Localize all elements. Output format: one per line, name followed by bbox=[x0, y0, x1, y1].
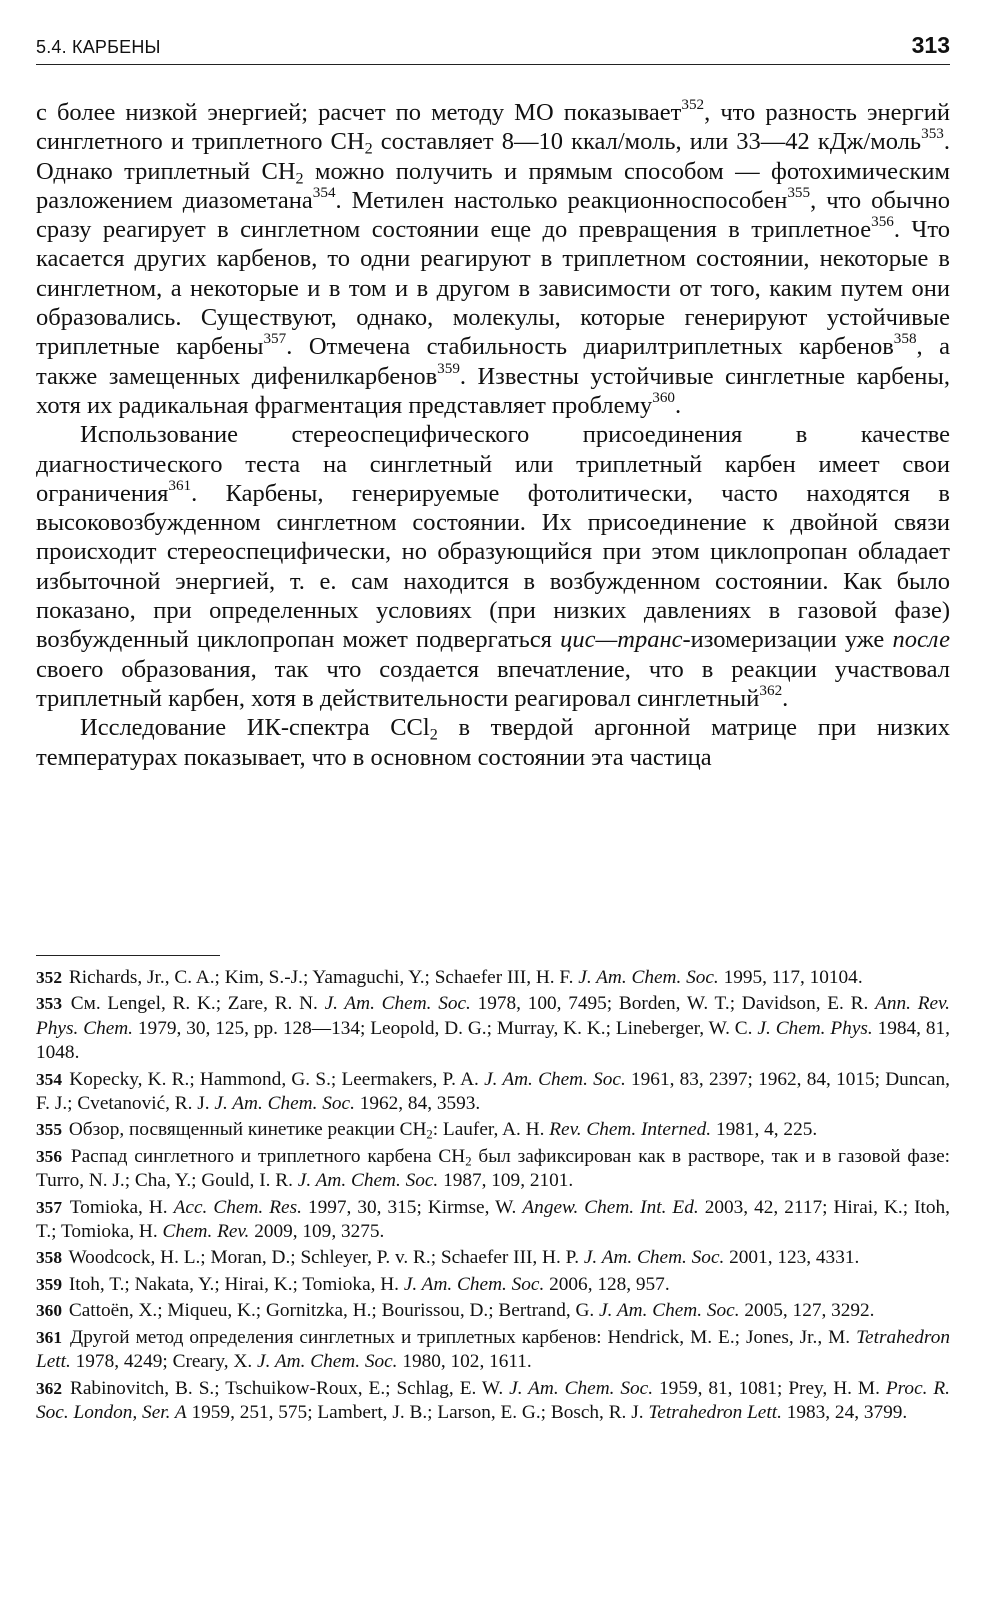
reference-mark: 353 bbox=[921, 125, 944, 143]
text: . Что касается других карбенов, то одни реагируют в триплетном состоянии, некоторые в синглетном, а некоторые и в том и в другом в зависимости от того, каким путем они образовались. Существуют, однако, молекулы, которые генерируют устойчивые триплетные карбены bbox=[36, 216, 950, 361]
text: 1959, 81, 1081; Prey, H. M. bbox=[653, 1377, 886, 1399]
footnote-number: 353 bbox=[36, 994, 63, 1014]
text: Использование стереоспецифического присоединения в качестве диагностического теста на синглетный или триплетный карбен имеет свои ограничения bbox=[36, 421, 950, 507]
text: , а также замещенных дифенилкарбенов bbox=[36, 333, 951, 390]
text: , что разность энергий синглетного и триплетного CH bbox=[36, 99, 950, 156]
footnote-357 bbox=[36, 1196, 950, 1245]
text: 1983, 24, 3799. bbox=[781, 1401, 908, 1423]
text: 2001, 123, 4331. bbox=[724, 1247, 860, 1269]
text: с более низкой энергией; расчет по методу МО показывает bbox=[36, 99, 682, 126]
text: 1978, 100, 7495; Borden, W. T.; Davidson, E. R. bbox=[470, 993, 876, 1015]
journal-title: J. Am. Chem. Soc. bbox=[324, 993, 471, 1015]
journal-title: J. Am. Chem. Soc. bbox=[484, 1068, 626, 1090]
footnote-355 bbox=[36, 1118, 950, 1142]
text: -изомеризации уже bbox=[682, 626, 893, 654]
reference-mark: 361 bbox=[168, 476, 192, 494]
journal-title: J. Am. Chem. Soc. bbox=[403, 1273, 545, 1295]
text: . bbox=[782, 684, 789, 712]
text: 2005, 127, 3292. bbox=[739, 1300, 875, 1322]
journal-title: J. Am. Chem. Soc. bbox=[583, 1247, 725, 1269]
text: в твердой аргонной матрице при низких температурах показывает, что в основном состоянии эта частица bbox=[36, 714, 951, 771]
text: Woodcock, H. L.; Moran, D.; Schleyer, P. v. R.; Schaefer III, H. P. bbox=[68, 1247, 584, 1269]
reference-mark: 355 bbox=[787, 183, 811, 201]
reference-mark: 357 bbox=[263, 330, 287, 348]
reference-mark: 358 bbox=[893, 330, 917, 348]
section-title: 5.4. КАРБЕНЫ bbox=[36, 37, 161, 57]
footnote-359 bbox=[36, 1273, 950, 1297]
journal-title: Tetrahedron Lett. bbox=[36, 1326, 950, 1373]
text: Richards, Jr., C. A.; Kim, S.-J.; Yamaguchi, Y.; Schaefer III, H. F. bbox=[68, 967, 579, 988]
text: 1979, 30, 125, pp. 128—134; Leopold, D. G.; Murray, K. K.; Lineberger, W. C. bbox=[133, 1017, 758, 1039]
text: См. Lengel, R. K.; Zare, R. N. bbox=[70, 993, 325, 1015]
text: составляет 8—10 ккал/моль, или 33—42 кДж/моль bbox=[372, 128, 922, 156]
text: 1997, 30, 315; Kirmse, W. bbox=[301, 1196, 523, 1218]
text: . bbox=[675, 391, 682, 419]
reference-mark: 362 bbox=[759, 682, 783, 700]
journal-title: J. Chem. Phys. bbox=[757, 1017, 873, 1039]
text: 2003, 42, 2117; Hirai, K.; Itoh, T.; Tomioka, H. bbox=[36, 1196, 951, 1242]
footnote-number: 359 bbox=[36, 1274, 63, 1294]
text: 1959, 251, 575; Lambert, J. B.; Larson, E. G.; Bosch, R. J. bbox=[186, 1401, 649, 1423]
text: 1995, 117, 10104. bbox=[718, 967, 863, 988]
journal-title: Proc. R. Soc. London, Ser. A bbox=[36, 1377, 951, 1423]
footnote-358 bbox=[36, 1246, 950, 1270]
journal-title: Rev. Chem. Interned. bbox=[549, 1119, 712, 1141]
text: 2006, 128, 957. bbox=[544, 1273, 670, 1295]
journal-title: J. Am. Chem. Soc. bbox=[599, 1300, 740, 1322]
subscript: 2 bbox=[295, 170, 304, 188]
text: 1980, 102, 1611. bbox=[397, 1351, 532, 1373]
text: Itoh, T.; Nakata, Y.; Hirai, K.; Tomioka, H. bbox=[68, 1273, 404, 1295]
subscript: 2 bbox=[364, 140, 373, 158]
italic-term: цис—транс bbox=[560, 626, 683, 654]
text: Распад синглетного и триплетного карбена CH bbox=[70, 1145, 466, 1167]
running-head bbox=[36, 30, 950, 65]
text: Kopecky, K. R.; Hammond, G. S.; Leermakers, P. A. bbox=[69, 1068, 485, 1090]
footnote-356 bbox=[36, 1145, 950, 1194]
footnotes bbox=[36, 966, 950, 1427]
text: своего образования, так что создается впечатление, что в реакции участвовал триплетный карбен, хотя в действительности реагировал синглетный bbox=[36, 655, 950, 712]
journal-title: Ann. Rev. Phys. Chem. bbox=[36, 993, 950, 1039]
text: Tomioka, H. bbox=[69, 1196, 174, 1218]
paragraph-2 bbox=[36, 420, 950, 713]
italic-term: после bbox=[892, 626, 950, 654]
footnote-353 bbox=[36, 992, 950, 1065]
journal-title: Angew. Chem. Int. Ed. bbox=[522, 1196, 699, 1218]
reference-mark: 360 bbox=[652, 389, 676, 407]
footnote-352 bbox=[36, 966, 950, 990]
body-text bbox=[36, 98, 950, 772]
text: . Карбены, генерируемые фотолитически, часто находятся в высоковозбужденном синглетном состоянии. Их присоединение к двойной связи происходит стереоспецифически, но образующийся при этом циклопропан обладает избыточной энергией, т. е. сам находится в возбужденном состоянии. Как было показано, при определенных условиях (при низких давлениях в газовой фазе) возбужденный циклопропан может подвергаться bbox=[36, 479, 950, 654]
footnote-number: 352 bbox=[36, 968, 63, 987]
footnote-361 bbox=[36, 1326, 950, 1375]
journal-title: J. Am. Chem. Soc. bbox=[214, 1092, 355, 1114]
paragraph-3 bbox=[36, 713, 950, 772]
journal-title: J. Am. Chem. Soc. bbox=[297, 1170, 439, 1192]
text: был зафиксирован как в растворе, так и в газовой фазе: Turro, N. J.; Cha, Y.; Gould, I. R. bbox=[36, 1145, 950, 1192]
subscript: 2 bbox=[426, 1127, 433, 1142]
footnote-number: 354 bbox=[36, 1069, 63, 1089]
page-number: 313 bbox=[911, 32, 950, 58]
text: , что обычно сразу реагирует в синглетном состоянии еще до превращения в триплетное bbox=[36, 186, 950, 244]
text: 1962, 84, 3593. bbox=[354, 1092, 481, 1114]
reference-mark: 356 bbox=[871, 213, 894, 231]
footnote-number: 357 bbox=[36, 1197, 63, 1217]
text: Исследование ИК-спектра CCl bbox=[80, 714, 430, 742]
journal-title: J. Am. Chem. Soc. bbox=[257, 1351, 398, 1373]
journal-title: J. Am. Chem. Soc. bbox=[509, 1377, 654, 1399]
text: . Однако триплетный CH bbox=[36, 128, 951, 185]
text: . Метилен настолько реакционноспособен bbox=[335, 186, 788, 214]
journal-title: Tetrahedron Lett. bbox=[648, 1401, 782, 1423]
text: 1961, 83, 2397; 1962, 84, 1015; Duncan, F. J.; Cvetanović, R. J. bbox=[36, 1068, 950, 1114]
footnote-number: 360 bbox=[36, 1301, 63, 1321]
footnote-number: 362 bbox=[36, 1378, 63, 1398]
journal-title: Chem. Rev. bbox=[162, 1220, 250, 1242]
footnote-number: 358 bbox=[36, 1248, 63, 1268]
paragraph-1 bbox=[36, 98, 950, 420]
journal-title: Acc. Chem. Res. bbox=[173, 1196, 302, 1218]
text: : Laufer, A. H. bbox=[432, 1119, 550, 1141]
text: 1984, 81, 1048. bbox=[36, 1017, 950, 1064]
footnote-number: 361 bbox=[36, 1327, 63, 1347]
text: 2009, 109, 3275. bbox=[249, 1220, 385, 1242]
subscript: 2 bbox=[465, 1154, 472, 1169]
text: Rabinovitch, B. S.; Tschuikow-Roux, E.; Schlag, E. W. bbox=[70, 1377, 510, 1399]
text: Другой метод определения синглетных и триплетных карбенов: Hendrick, M. E.; Jones, Jr., M. bbox=[70, 1326, 857, 1348]
reference-mark: 354 bbox=[312, 183, 336, 201]
footnote-number: 356 bbox=[36, 1146, 63, 1166]
text: 1981, 4, 225. bbox=[711, 1119, 818, 1141]
footnote-360 bbox=[36, 1299, 950, 1323]
journal-title: J. Am. Chem. Soc. bbox=[578, 967, 719, 988]
text: можно получить и прямым способом — фотохимическим разложением диазометана bbox=[36, 157, 950, 214]
reference-mark: 352 bbox=[681, 96, 705, 114]
reference-mark: 359 bbox=[437, 359, 460, 377]
text: . Отмечена стабильность диарилтриплетных карбенов bbox=[286, 333, 894, 361]
text: Обзор, посвященный кинетике реакции CH bbox=[68, 1119, 427, 1141]
subscript: 2 bbox=[429, 726, 438, 744]
text: 1978, 4249; Creary, X. bbox=[70, 1351, 258, 1373]
footnote-number: 355 bbox=[36, 1120, 63, 1140]
footnote-rule bbox=[36, 955, 220, 956]
footnote-354 bbox=[36, 1068, 950, 1117]
text: 1987, 109, 2101. bbox=[438, 1170, 574, 1192]
footnote-362 bbox=[36, 1377, 950, 1426]
text: . Известны устойчивые синглетные карбены, хотя их радикальная фрагментация представляет проблему bbox=[36, 362, 950, 419]
text: Cattoën, X.; Miqueu, K.; Gornitzka, H.; Bourissou, D.; Bertrand, G. bbox=[68, 1300, 600, 1322]
